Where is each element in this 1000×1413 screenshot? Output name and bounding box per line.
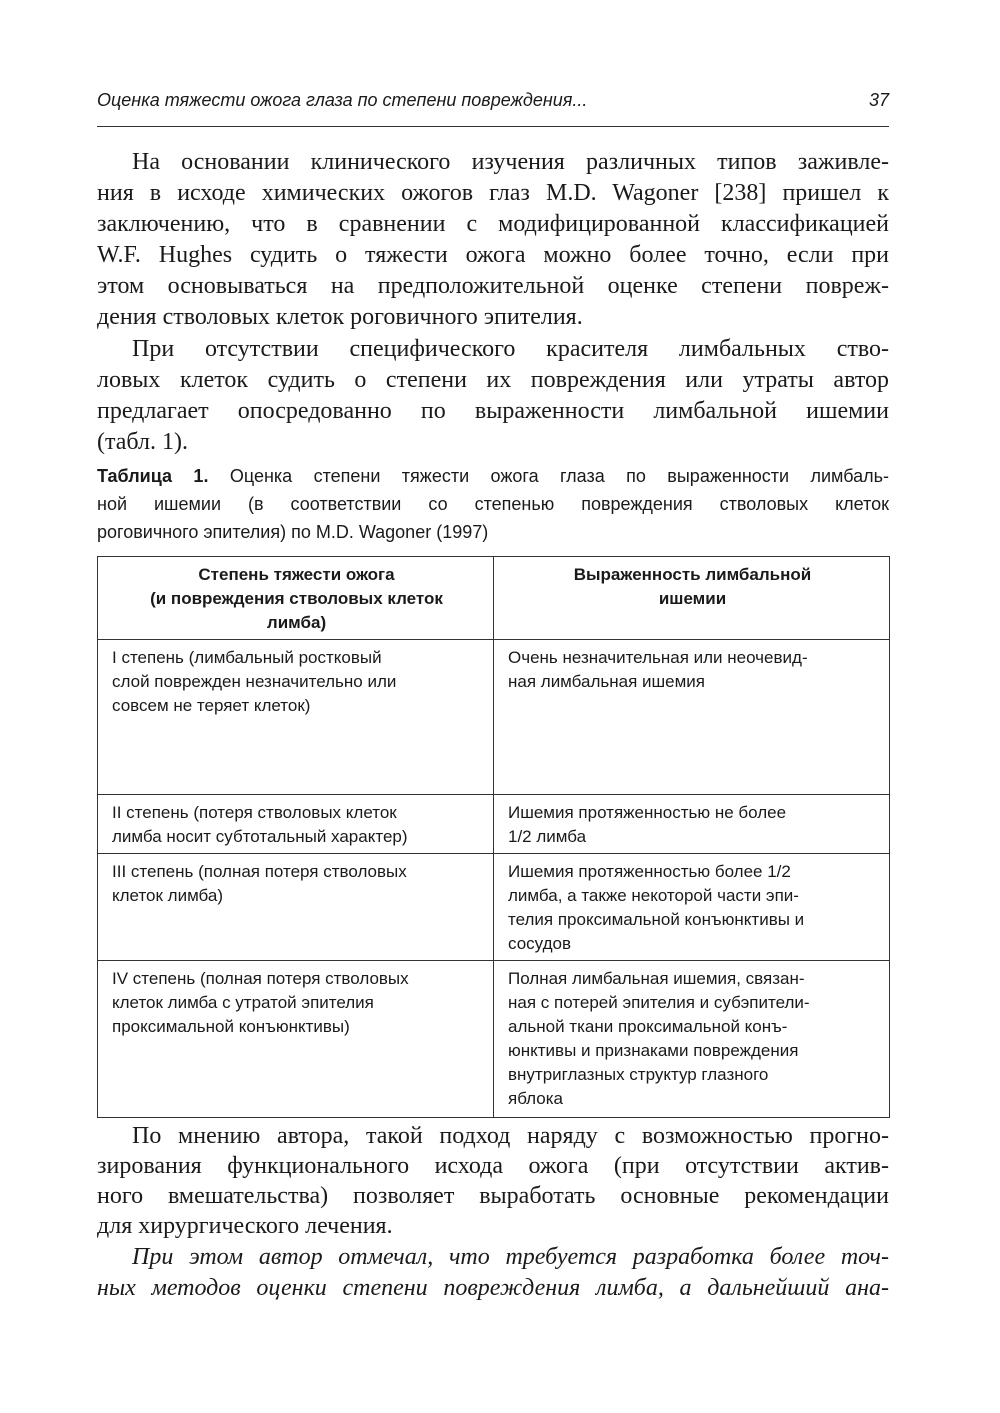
caption-line: роговичного эпителия) по M.D. Wagoner (1997)	[97, 522, 489, 542]
paragraph-2	[97, 334, 889, 458]
text-line: При этом автор отмечал, что требуется разработка более точ-	[132, 1244, 889, 1270]
paragraph-3	[97, 1121, 889, 1241]
text-line: ных методов оценки степени повреждения лимба, а дальнейший ана-	[97, 1275, 889, 1301]
table-cell	[494, 795, 890, 854]
table-row	[98, 961, 890, 1118]
caption-line: Оценка степени тяжести ожога глаза по выраженности лимбаль-	[208, 466, 889, 486]
cell-line: юнктивы и признаками повреждения	[508, 1041, 799, 1060]
cell-line: ная с потерей эпителия и субэпители-	[508, 993, 810, 1012]
cell-line: 1/2 лимба	[508, 827, 587, 846]
cell-line: ная лимбальная ишемия	[508, 672, 706, 691]
text-line: дения стволовых клеток роговичного эпителия.	[97, 304, 583, 330]
cell-line: Ишемия протяженностью более 1/2	[508, 862, 791, 881]
caption-line: ной ишемии (в соответствии со степенью повреждения стволовых клеток	[97, 494, 889, 514]
table-cell	[98, 640, 494, 795]
paragraph-1	[97, 147, 889, 333]
header-line: (и повреждения стволовых клеток	[150, 589, 443, 608]
text-line: этом основываться на предположительной оценке степени повреж-	[97, 273, 889, 299]
cell-line: I степень (лимбальный ростковый	[112, 648, 382, 667]
page-number: 37	[868, 90, 889, 110]
cell-line: внутриглазных структур глазного	[508, 1065, 769, 1084]
cell-line: клеток лимба)	[112, 886, 224, 905]
table-cell	[494, 640, 890, 795]
text-line: ния в исходе химических ожогов глаз M.D. Wagoner [238] пришел к	[97, 180, 889, 206]
table-row	[98, 795, 890, 854]
text-line: На основании клинического изучения различных типов заживле-	[132, 149, 889, 175]
table-cell	[98, 795, 494, 854]
table-cell	[98, 961, 494, 1118]
cell-line: лимба носит субтотальный характер)	[112, 827, 408, 846]
running-title: Оценка тяжести ожога глаза по степени повреждения...	[97, 90, 588, 110]
cell-line: проксимальной конъюнктивы)	[112, 1017, 350, 1036]
cell-line: II степень (потеря стволовых клеток	[112, 803, 397, 822]
column-header-severity	[98, 557, 494, 640]
cell-line: Полная лимбальная ишемия, связан-	[508, 969, 805, 988]
cell-line: телия проксимальной конъюнктивы и	[508, 910, 805, 929]
text-line: ловых клеток судить о степени их повреждения или утраты автор	[97, 367, 889, 393]
table-header-row	[98, 557, 890, 640]
text-line: зирования функционального исхода ожога (при отсутствии актив-	[97, 1153, 889, 1179]
text-line: (табл. 1).	[97, 429, 189, 455]
text-line: для хирургического лечения.	[97, 1213, 393, 1239]
table-cell	[98, 854, 494, 961]
column-header-ischemia	[494, 557, 890, 640]
cell-line: яблока	[508, 1089, 564, 1108]
severity-table	[97, 556, 890, 1118]
text-line: предлагает опосредованно по выраженности лимбальной ишемии	[97, 398, 889, 424]
text-line: W.F. Hughes судить о тяжести ожога можно более точно, если при	[97, 242, 889, 268]
text-line: ного вмешательства) позволяет выработать основные рекомендации	[97, 1183, 889, 1209]
paragraph-4	[97, 1242, 889, 1304]
header-line: Степень тяжести ожога	[198, 565, 395, 584]
cell-line: Очень незначительная или неочевид-	[508, 648, 808, 667]
caption-label: Таблица 1.	[97, 466, 209, 486]
header-line: лимба)	[266, 613, 327, 632]
cell-line: лимба, а также некоторой части эпи-	[508, 886, 799, 905]
table-caption	[97, 462, 889, 546]
text-line: При отсутствии специфического красителя лимбальных ство-	[132, 336, 889, 362]
table-cell	[494, 961, 890, 1118]
cell-line: совсем не теряет клеток)	[112, 696, 311, 715]
cell-line: альной ткани проксимальной конъ-	[508, 1017, 788, 1036]
cell-line: клеток лимба с утратой эпителия	[112, 993, 374, 1012]
table-row	[98, 854, 890, 961]
cell-line: IV степень (полная потеря стволовых	[112, 969, 409, 988]
cell-line: III степень (полная потеря стволовых	[112, 862, 407, 881]
table-row	[98, 640, 890, 795]
header-line: ишемии	[658, 589, 727, 608]
table-cell	[494, 854, 890, 961]
cell-line: слой поврежден незначительно или	[112, 672, 397, 691]
cell-line: Ишемия протяженностью не более	[508, 803, 787, 822]
running-header	[97, 88, 889, 127]
header-line: Выраженность лимбальной	[573, 565, 812, 584]
cell-line: сосудов	[508, 934, 571, 953]
text-line: По мнению автора, такой подход наряду с возможностью прогно-	[132, 1123, 889, 1149]
text-line: заключению, что в сравнении с модифицированной классификацией	[97, 211, 889, 237]
